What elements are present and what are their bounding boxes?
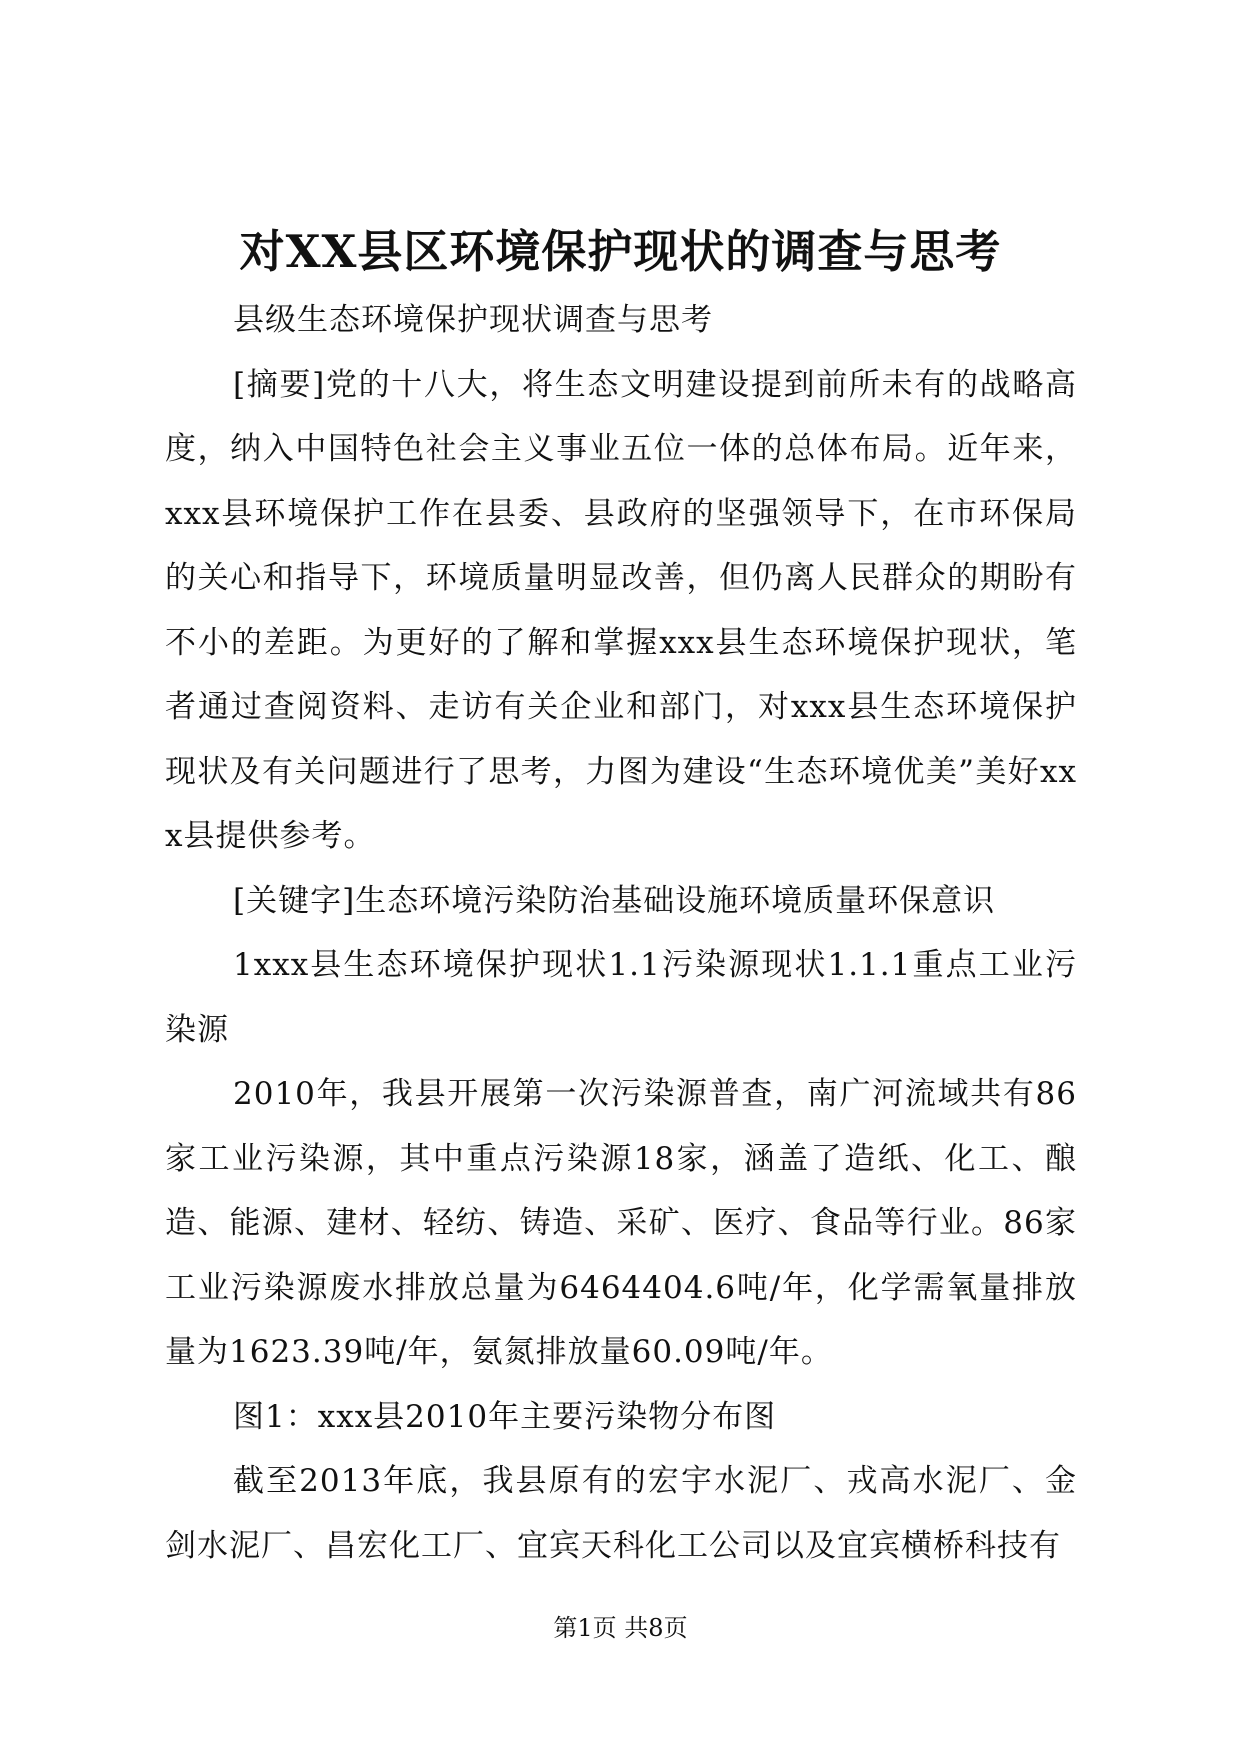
document-body	[165, 288, 1077, 1578]
pollution-census-paragraph: 2010年，我县开展第一次污染源普查，南广河流域共有86家工业污染源，其中重点污染源18家，涵盖了造纸、化工、酿造、能源、建材、轻纺、铸造、采矿、医疗、食品等行业。86家工业污染源废水排放总量为6464404.6吨/年，化学需氧量排放量为1623.39吨/年，氨氮排放量60.09吨/年。	[165, 1076, 1077, 1370]
subtitle-paragraph: 县级生态环境保护现状调查与思考	[233, 302, 713, 338]
page-footer: 第1页 共8页	[553, 1614, 688, 1642]
keywords-paragraph: [关键字]生态环境污染防治基础设施环境质量环保意识	[233, 882, 996, 919]
cement-plants-paragraph: 截至2013年底，我县原有的宏宇水泥厂、戎高水泥厂、金剑水泥厂、昌宏化工厂、宜宾天科化工公司以及宜宾横桥科技有	[165, 1463, 1077, 1564]
document-title: 对XX县区环境保护现状的调查与思考	[239, 225, 1002, 278]
section-heading-paragraph: 1xxx县生态环境保护现状1.1污染源现状1.1.1重点工业污染源	[165, 947, 1077, 1048]
abstract-paragraph: [摘要]党的十八大，将生态文明建设提到前所未有的战略高度，纳入中国特色社会主义事业五位一体的总体布局。近年来，xxx县环境保护工作在县委、县政府的坚强领导下，在市环保局的关心和指导下，环境质量明显改善，但仍离人民群众的期盼有不小的差距。为更好的了解和掌握xxx县生态环境保护现状，笔者通过查阅资料、走访有关企业和部门，对xxx县生态环境保护现状及有关问题进行了思考，力图为建设“生态环境优美”美好xxx县提供参考。	[165, 366, 1077, 854]
figure-caption: 图1：xxx县2010年主要污染物分布图	[233, 1398, 777, 1435]
